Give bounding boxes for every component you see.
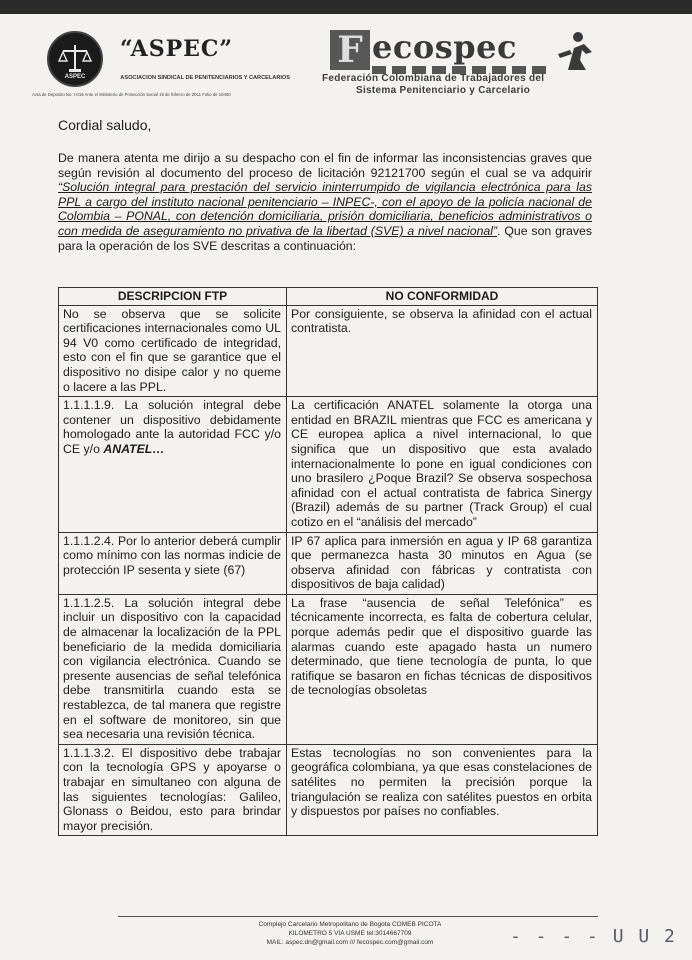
scales-of-justice-icon xyxy=(55,39,95,79)
page-number: - - - - U U 2 xyxy=(510,926,677,947)
nonconformity-cell: Estas tecnologías no son convenientes para la geográfica colombiana, ya que esas constelaciones de satélites no permiten la precisión porque la triangulación se realiza con satélites puestos en orbita y dispuestos por países no confiables. xyxy=(287,744,598,836)
description-cell: 1.1.1.2.4. Por lo anterior deberá cumplir como mínimo con las normas indicie de protección IP sesenta y siete (67) xyxy=(59,532,287,594)
fecospec-wordmark: ecospec xyxy=(372,28,517,66)
footer-address xyxy=(200,920,500,947)
contract-title-quote: “Solución integral para prestación del servicio ininterrumpido de vigilancia electrónica para las PPL a cargo del instituto nacional penitenciario – INPEC-, con el apoyo de la policía nacional de Colombia – PONAL, con detención domiciliaria, prisión domiciliaria, beneficios administrativos o con medida de aseguramiento no privativa de la libertad (SVE) a nivel nacional” xyxy=(58,180,592,238)
federation-name-line1: Federación Colombiana de Trabajadores del xyxy=(322,73,545,84)
description-cell: 1.1.1.2.5. La solución integral debe incluir un dispositivo con la capacidad de almacenar la localización de la PPL beneficiario de la medida domiciliaria con vigilancia electrónica. Cuando se presente ausencias de señal telefónica debe transmitirla cuando esta se restablezca, de tal manera que registre en el software de monitoreo, sin que sea necesaria una revisión técnica. xyxy=(59,594,287,744)
federation-name-line2: Sistema Penitenciario y Carcelario xyxy=(356,85,531,96)
nonconformity-cell: La certificación ANATEL solamente la otorga una entidad en BRAZIL mientras que FCC es americana y CE europea aplica a nivel internacional, lo que significa que un dispositivo que esta avalado internacionalmente lo pone en igual condiciones con uno brasilero ¿Poque Brazil? Se observa sospechosa afinidad con el actual contratista de fabrica Sinergy (Brazil) además de su partner (Track Group) el cual cotizo en el “análisis del mercado” xyxy=(287,397,598,532)
table-row xyxy=(59,397,598,532)
nonconformity-table xyxy=(58,287,598,836)
document-page xyxy=(0,14,692,960)
nonconformity-cell: Por consiguiente, se observa la afinidad con el actual contratista. xyxy=(287,305,598,397)
greeting: Cordial saludo, xyxy=(58,117,152,133)
footer-line2: KILOMETRO 5 VIA USME tel:3014667709 xyxy=(288,930,412,937)
table-row xyxy=(59,744,598,836)
table-row xyxy=(59,305,598,397)
intro-text-end: . Que son graves para la operación de los SVE descritas a continuación: xyxy=(58,223,592,253)
footer-divider xyxy=(118,916,598,917)
nonconformity-cell: La frase “ausencia de señal Telefónica” es técnicamente incorrecta, es falta de cobertura celular, porque además pedir que el dispositivo guarde las alarmas cuando este apagado hasta un numero determinado, que tiene tecnología de punta, lo que ratifique se basaron en fichas técnicas de dispositivos de tecnologías obsoletas xyxy=(287,594,598,744)
aspec-registration: Acta de Deposito No. I-016 Ante el Ministerio de Protección Social 19 de febrero de 2011 Folio de 10400 xyxy=(32,92,231,97)
letterhead xyxy=(0,14,692,109)
description-bold-text: ANATEL… xyxy=(103,441,165,456)
description-text: 1.1.1.1.9. La solución integral debe contener un dispositivo debidamente homologado ante la autoridad FCC y/o CE y/o xyxy=(63,398,281,456)
intro-paragraph xyxy=(58,151,592,253)
aspec-subtitle: ASOCIACION SINDICAL DE PENITENCIARIOS Y CARCELARIOS xyxy=(120,75,290,81)
table-row xyxy=(59,532,598,594)
aspec-seal-text: ASPEC xyxy=(64,74,86,79)
column-header-nonconformity: NO CONFORMIDAD xyxy=(287,288,598,306)
description-cell: 1.1.1.3.2. El dispositivo debe trabajar con la tecnología GPS y apoyarse o trabajar en simultaneo con alguna de las siguientes tecnologías: Galileo, Glonass o Beidou, esto para brindar mayor precisión. xyxy=(59,744,287,836)
fecospec-letter-box: F xyxy=(330,30,370,70)
table-row xyxy=(59,594,598,744)
figure-silhouette-icon xyxy=(556,30,596,72)
column-header-description: DESCRIPCION FTP xyxy=(59,288,287,306)
fecospec-logo xyxy=(330,28,600,76)
intro-text-start: De manera atenta me dirijo a su despacho con el fin de informar las inconsistencias graves que según revisión al documento del proceso de licitación 92121700 según el cual se va adquirir xyxy=(58,151,592,180)
table-header-row xyxy=(59,288,598,306)
aspec-name: “ASPEC” xyxy=(120,36,234,62)
nonconformity-cell: IP 67 aplica para inmersión en agua y IP 68 garantiza que permanezca hasta 30 minutos en Agua (se observa afinidad con fábricas y contratista con dispositivos de baja calidad) xyxy=(287,532,598,594)
footer-line1: Complejo Carcelario Metropolitano de Bogota COMEB PICOTA xyxy=(258,921,442,928)
description-cell xyxy=(59,397,287,532)
description-cell: No se observa que se solicite certificaciones internacionales como UL 94 V0 como certificado de integridad, esto con el fin que se garantice que el dispositivo no disipe calor y no queme o lacere a las PPL. xyxy=(59,305,287,397)
footer-line3: MAIL: aspec.dn@gmail.com /// fecospec.com@gmail.com xyxy=(266,939,434,946)
